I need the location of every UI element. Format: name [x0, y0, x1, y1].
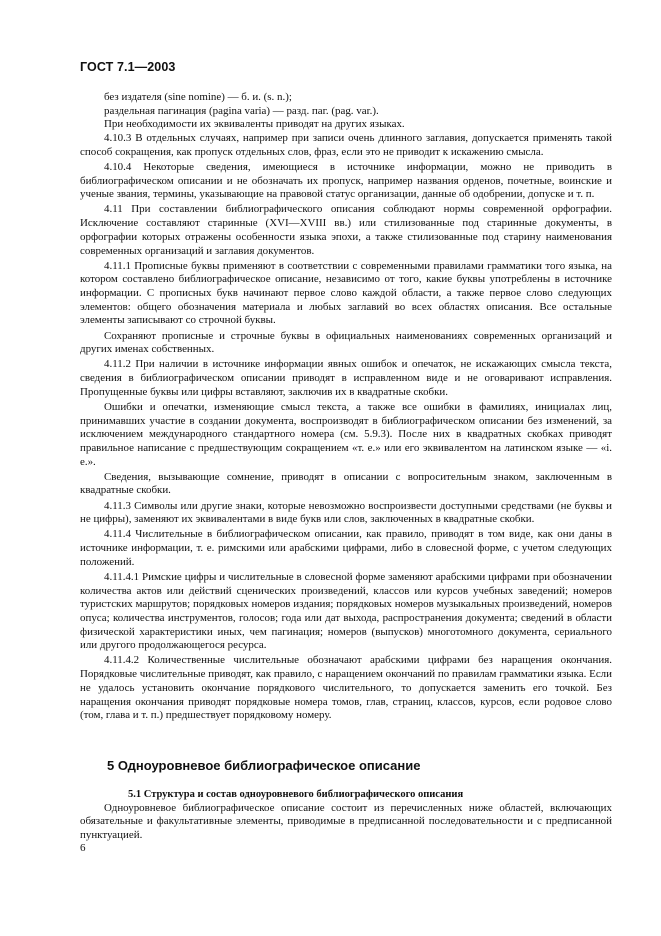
paragraph-4-10-4: 4.10.4 Некоторые сведения, имеющиеся в источнике информации, можно не приводить в библиографическом описании и не обозначать их пропуск, например названия орденов, почетные, воинские и ученые звания, термины, указывающие на правовой статус организации, данные об одобрении, допуске и т. п. [80, 160, 612, 201]
paragraph-4-11-2: 4.11.2 При наличии в источнике информации явных ошибок и опечаток, не искажающих смысла текста, сведения в библиографическом описании приводят в исправленном виде и не оговаривают исправления. Пропущенные буквы или цифры вставляют, заключив их в квадратные скобки. [80, 358, 612, 398]
paragraph-4-11: 4.11 При составлении библиографического описания соблюдают нормы современной орфографии. Исключение составляют старинные (XVI—XVIII вв.) или стилизованные под старинные документы, в орфографии которых отражены особенности языка эпохи, а также стилизованные под старину наименования современных организаций и заглавия документов. [80, 203, 612, 257]
paragraph-4-10-3: 4.10.3 В отдельных случаях, например при записи очень длинного заглавия, допускается применять такой способ сокращения, как пропуск отдельных слов, фраз, если это не приводит к искажению смысла. [80, 132, 612, 158]
page-number: 6 [80, 842, 86, 854]
standard-header: ГОСТ 7.1—2003 [80, 60, 176, 74]
subsection-title: 5.1 Структура и состав одноуровневого библиографического описания [128, 789, 464, 800]
paragraph-abbrev-1: без издателя (sine nomine) — б. и. (s. n.); [104, 91, 292, 103]
paragraph-4-11-4-2: 4.11.4.2 Количественные числительные обозначают арабскими цифрами без наращения окончания. Порядковые числительные приводят, как правило, с наращением окончаний по правилам грамматики языка. Если не удалось установить окончание порядкового числительного, то допускается заменить его точкой. Без наращения окончания приводят порядковые номера томов, глав, страниц, классов, курсов, если родовое слово (том, глава и т. п.) предшествует порядковому номеру. [80, 654, 612, 722]
paragraph-4-11-3: 4.11.3 Символы или другие знаки, которые невозможно воспроизвести доступными средствами (не буквы и не цифры), заменяют их эквивалентами в виде букв или слов, заключенных в квадратные скобки. [80, 499, 612, 526]
paragraph-capitals: Сохраняют прописные и строчные буквы в официальных наименованиях современных организаций и других именах собственных. [80, 329, 612, 356]
section-title: 5 Одноуровневое библиографическое описание [107, 758, 421, 773]
paragraph-4-11-1: 4.11.1 Прописные буквы применяют в соответствии с современными правилами грамматики того языка, на котором составлено библиографическое описание, независимо от того, какие буквы употреблены в источнике информации. С прописных букв начинают первое слово каждой области, а также первое слово следующих элементов: общего обозначения материала и любых заглавий во всех областях описания. Все остальные элементы записывают со строчной буквы. [80, 259, 612, 327]
paragraph-doubt: Сведения, вызывающие сомнение, приводят в описании с вопросительным знаком, заключенным в квадратные скобки. [80, 470, 612, 497]
paragraph-4-11-4: 4.11.4 Числительные в библиографическом описании, как правило, приводят в том виде, как они даны в источнике информации, т. е. римскими или арабскими цифрами, либо в словесной форме, с учетом следующих положений. [80, 528, 612, 568]
body-text [80, 91, 612, 723]
subsection-text: Одноуровневое библиографическое описание состоит из перечисленных ниже областей, включающих обязательные и факультативные элементы, приводимые в предписанной последовательности и с предписанной пунктуацией. [80, 801, 612, 842]
paragraph-errors: Ошибки и опечатки, изменяющие смысл текста, а также все ошибки в фамилиях, инициалах лиц, принимавших участие в создании документа, воспроизводят в библиографическом описании без изменений, за исключением международного стандартного номера (см. 5.9.3). После них в квадратных скобках приводят правильное написание с предшествующим сокращением «т. е.» или его эквивалентом на латинском языке — «i. e.». [80, 400, 612, 468]
paragraph-equivalents: При необходимости их эквиваленты приводят на других языках. [104, 118, 405, 131]
paragraph-4-11-4-1: 4.11.4.1 Римские цифры и числительные в словесной форме заменяют арабскими цифрами при обозначении количества актов или действий сценических произведений, классов или курсов учебных заведений; номеров туристских маршрутов; порядковых номеров издания; порядковых номеров музыкальных произведений, номеров опуса; количества инструментов, голосов; года или дат выхода, распространения документа; сведений в области физической характеристики иных, чем пагинация; номеров (выпусков) многотомного документа, сериального или другого продолжающегося ресурса. [80, 570, 612, 652]
section-5-1 [80, 788, 612, 843]
paragraph-abbrev-2: раздельная пагинация (pagina varia) — разд. паг. (pag. var.). [104, 104, 379, 117]
